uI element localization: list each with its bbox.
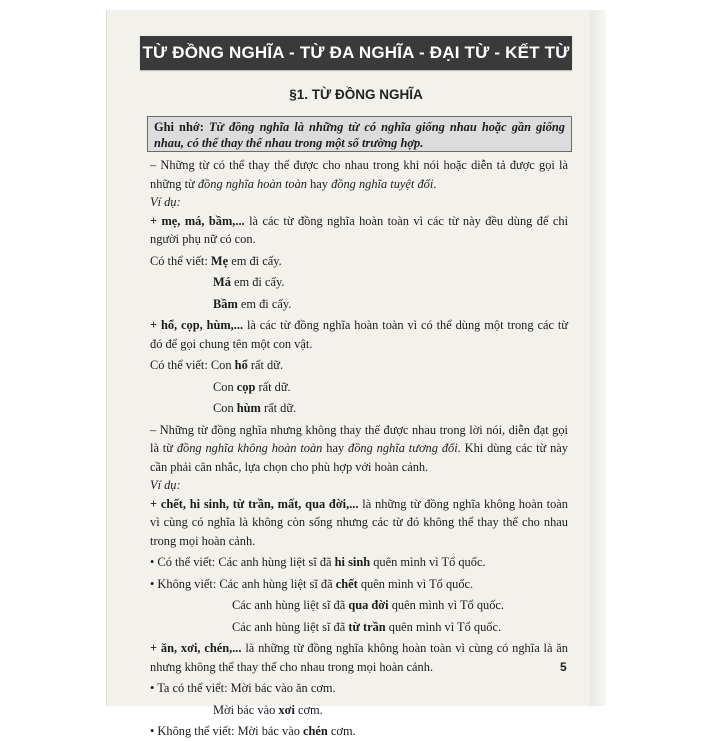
- bullet-line: [150, 575, 568, 594]
- example-line: [150, 252, 568, 271]
- chapter-title: TỪ ĐỒNG NGHĨA - TỪ ĐA NGHĨA - ĐẠI TỪ - KẾT TỪ: [142, 43, 570, 62]
- term: đồng nghĩa tuyệt đối: [331, 176, 434, 191]
- text: là những từ đồng nghĩa không hoàn toàn vì cùng có nghĩa là ăn nhưng không thể thay thế cho nhau trong mọi hoàn cảnh.: [150, 641, 568, 674]
- example-line: [150, 701, 568, 720]
- text: – Những từ có thể thay thế được cho nhau trong khi nói hoặc diễn tả được gọi là những từ: [150, 158, 568, 191]
- term: đồng nghĩa tương đối: [348, 441, 458, 455]
- word: hi sinh: [334, 555, 371, 569]
- note-label: Ghi nhớ:: [154, 120, 204, 134]
- chapter-banner: [140, 36, 572, 70]
- term: đồng nghĩa không hoàn toàn: [176, 441, 323, 455]
- text: . Khi dùng các từ này cần phải cân nhắc, lựa chọn cho phù hợp với hoàn cảnh.: [150, 441, 568, 474]
- text: quên mình vì Tổ quốc.: [385, 619, 502, 634]
- text: quên mình vì Tổ quốc.: [388, 598, 504, 612]
- example-line: [150, 596, 568, 615]
- text: Có thể viết: Con: [150, 358, 235, 372]
- word: qua đời: [348, 598, 389, 612]
- text: là các từ đồng nghĩa hoàn toàn vì các từ này đều dùng để chỉ người phụ nữ có con.: [150, 213, 569, 246]
- word: cọp: [236, 379, 256, 394]
- text: rất dữ.: [247, 358, 284, 372]
- example-words: + hổ, cọp, hùm,...: [150, 318, 244, 332]
- word: Mẹ: [210, 253, 229, 268]
- example-me-ma-bam: [150, 212, 568, 249]
- section-title: §1. TỪ ĐỒNG NGHĨA: [289, 87, 423, 102]
- note-text: Từ đồng nghĩa là những từ có nghĩa giống nhau hoặc gần giống nhau, có thể thay thế nhau trong một số trường hợp.: [154, 120, 565, 150]
- bullet-line: [150, 553, 568, 572]
- example-line: [150, 618, 568, 637]
- text: Các anh hùng liệt sĩ đã: [232, 598, 349, 612]
- text: rất dữ.: [255, 379, 291, 394]
- text: • Không thể viết: Mời bác vào: [150, 724, 304, 738]
- term: đồng nghĩa hoàn toàn: [197, 176, 307, 191]
- paragraph-partial-synonym: [150, 421, 568, 477]
- text: em đi cấy.: [230, 275, 285, 289]
- word: Bầm: [213, 296, 238, 311]
- example-chet-hi-sinh: [150, 495, 568, 551]
- text: .: [433, 176, 437, 191]
- paragraph-full-synonym: [150, 156, 568, 193]
- word: xơi: [278, 702, 295, 717]
- text: Có thể viết:: [150, 253, 211, 268]
- text: Con: [213, 379, 237, 394]
- word: hổ: [234, 358, 248, 372]
- text: là những từ đồng nghĩa không hoàn toàn vì cùng có nghĩa là không còn sống nhưng các từ đó không thể thay thế cho nhau trong mọi hoàn cảnh.: [150, 496, 568, 548]
- word: hùm: [236, 401, 261, 415]
- note-box: [147, 116, 572, 152]
- example-an-xoi-chen: [150, 639, 568, 676]
- example-ho-cop-hum: [150, 316, 568, 353]
- example-words: + mẹ, má, bầm,...: [150, 213, 245, 228]
- example-line: [150, 399, 568, 418]
- text: rất dữ.: [260, 401, 297, 415]
- text: hay: [306, 176, 332, 191]
- example-line: [150, 295, 568, 314]
- word: chết: [335, 576, 358, 591]
- text: • Có thể viết: Các anh hùng liệt sĩ đã: [150, 555, 335, 569]
- bullet-line: [150, 722, 568, 741]
- example-label: Ví dụ:: [150, 478, 181, 492]
- text: hay: [322, 441, 349, 455]
- text: quên mình vì Tổ quốc.: [370, 555, 486, 569]
- text: Con: [213, 401, 237, 415]
- text: em đi cấy.: [228, 253, 282, 268]
- example-label: Ví dụ:: [150, 195, 181, 209]
- example-words: + ăn, xơi, chén,...: [150, 641, 242, 655]
- page-number: 5: [560, 660, 567, 674]
- text: – Những từ đồng nghĩa nhưng không thay thế được nhau trong lời nói, diễn đạt gọi là từ: [150, 422, 568, 455]
- word: Má: [213, 275, 231, 289]
- text: cơm.: [327, 724, 356, 738]
- page-edge: [590, 10, 606, 706]
- text: Mời bác vào: [213, 702, 279, 717]
- text: em đi cấy.: [237, 296, 292, 311]
- example-line: [150, 273, 568, 292]
- example-line: [150, 378, 568, 397]
- example-words: + chết, hi sinh, từ trần, mất, qua đời,...: [150, 496, 359, 511]
- text: quên mình vì Tổ quốc.: [357, 576, 474, 591]
- main-content: [150, 156, 568, 741]
- text: là các từ đồng nghĩa hoàn toàn vì có thể dùng một trong các từ đó để gọi chung tên một con vật.: [150, 318, 568, 351]
- example-line: [150, 356, 568, 375]
- text: • Không viết: Các anh hùng liệt sĩ đã: [150, 576, 336, 591]
- text: Các anh hùng liệt sĩ đã: [232, 619, 349, 634]
- text: cơm.: [294, 702, 323, 717]
- bullet-line: • Ta có thể viết: Mời bác vào ăn cơm.: [150, 681, 336, 695]
- word: chén: [303, 724, 328, 738]
- word: từ trần: [348, 619, 386, 634]
